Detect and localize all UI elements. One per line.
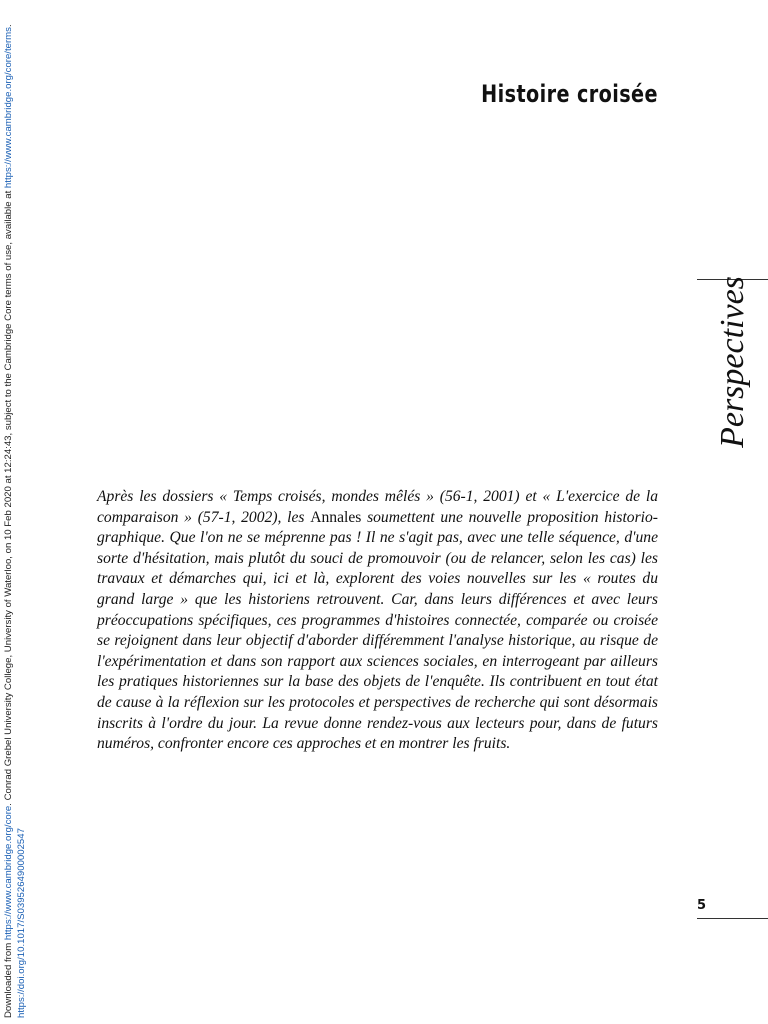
download-notice-line-1 — [2, 8, 15, 1018]
journal-name: Annales — [310, 508, 362, 526]
cambridge-core-link[interactable]: https://www.cambridge.org/core — [3, 805, 14, 941]
page-number-rule — [697, 918, 768, 919]
download-notice-line-2 — [15, 8, 28, 1018]
abstract-paragraph — [97, 487, 658, 755]
notice-middle: . Conrad Grebel University College, University of Waterloo, on 10 Feb 2020 at 12:24:43, subject to the Cambridge Core terms of use, available at — [3, 188, 14, 806]
download-notice — [2, 8, 36, 1018]
abstract-text-end: soumettent une nouvelle proposition historiographique. Que l'on ne se méprenne pas ! Il ne s'agit pas, avec une telle séquence, d'une sorte d'hésitation, mais plutôt du souci de promouvoir (ou de relancer, selon les cas) les travaux et démarches qui, ici et là, explorent des voies nouvelles sur les « routes du grand large » que les historiens retrouvent. Car, dans leurs différences et avec leurs préoccupations spécifiques, ces programmes d'histoires connectée, comparée ou croisée se rejoignent dans leur objectif d'aborder différemment l'analyse historique, au risque de l'expérimentation et dans son rapport aux sciences sociales, en interrogeant par ailleurs les pratiques historiennes sur la base des objets de l'enquête. Ils contribuent en tout état de cause à la réflexion sur les protocoles et perspectives de recherche qui sont désormais inscrits à l'ordre du jour. La revue donne rendez-vous aux lecteurs pour, dans de futurs numéros, confronter encore ces approches et en montrer les fruits. — [97, 508, 658, 753]
abstract-text-start: Après les dossiers « Temps croisés, mondes mêlés » (56-1, 2001) et « L'exercice de la comparaison » (57-1, 2002), les — [97, 488, 658, 526]
page-title: Histoire croisée — [481, 80, 658, 108]
section-label: Perspectives — [714, 276, 751, 448]
page-number: 5 — [697, 898, 707, 913]
notice-suffix: . — [3, 24, 14, 28]
notice-prefix: Downloaded from — [3, 940, 14, 1018]
doi-link[interactable]: https://doi.org/10.1017/S0395264900002547 — [16, 828, 27, 1018]
terms-link[interactable]: https://www.cambridge.org/core/terms — [3, 27, 14, 189]
